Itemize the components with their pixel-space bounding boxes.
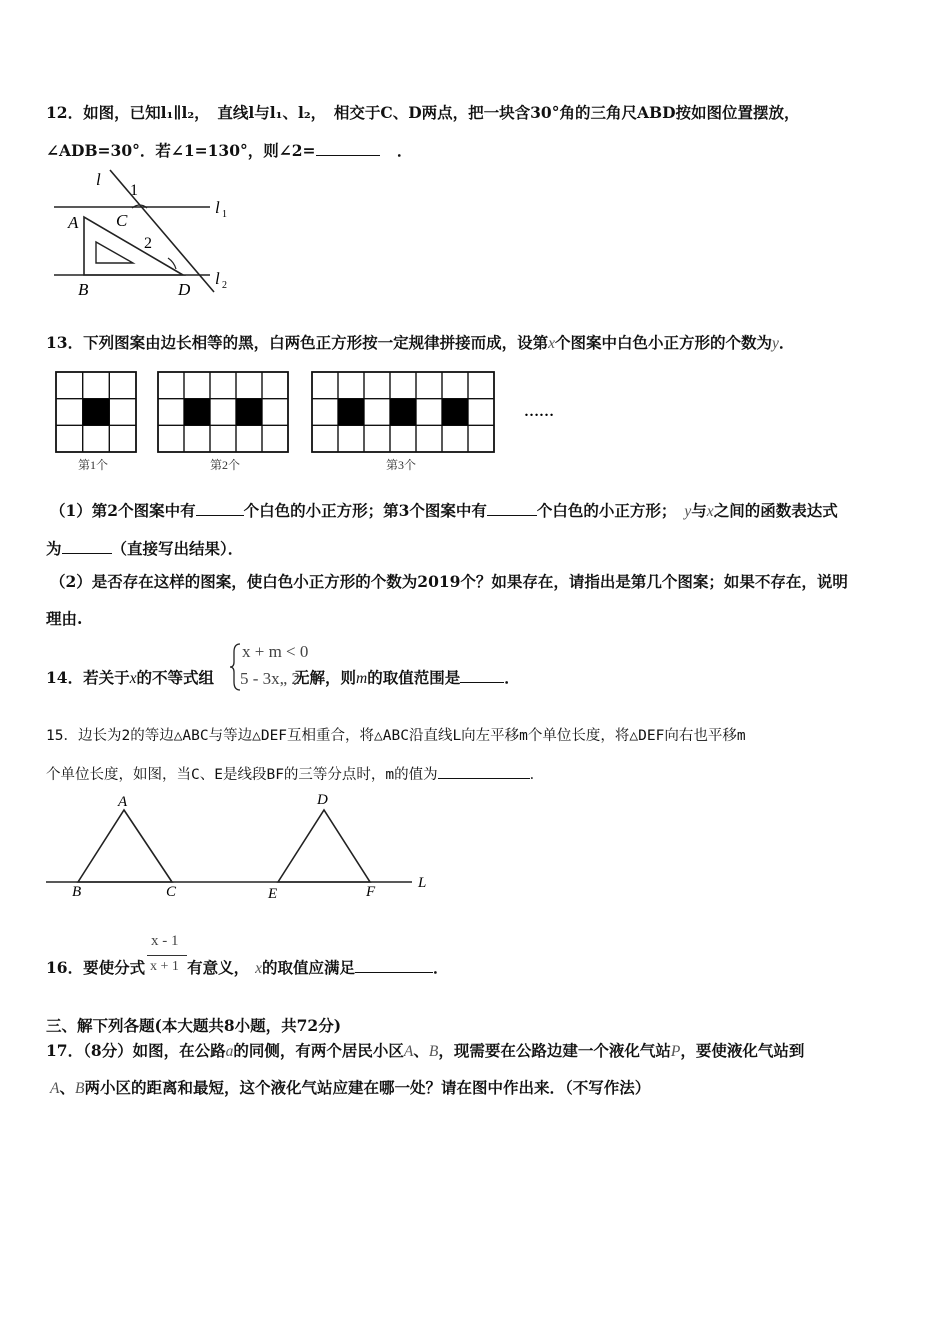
q16-text-b: 有意义， [187, 958, 250, 977]
q12-label-l2: l [215, 269, 220, 288]
q17-var-a: a [225, 1043, 234, 1060]
q15-label-f: F [366, 884, 376, 900]
q13-p1-text-a: （1）第2个图案中有 [50, 501, 196, 520]
q15-label-e: E [268, 886, 278, 902]
q12-label-2: 2 [144, 235, 152, 252]
q12-label-b: B [78, 280, 89, 299]
section3-title: 三、解下列各题(本大题共8小题，共72分) [46, 1016, 342, 1035]
q15-label-c: C [166, 884, 177, 900]
q13-p1-text-e: 之间的函数表达式 [713, 501, 838, 520]
q14-text-d: 的取值范围是 [367, 668, 461, 687]
q15-line1: 15．边长为2的等边△ABC与等边△DEF互相重合，将△ABC沿直线L向左平移m个单位长度，将△DEF向右也平移m [46, 728, 746, 744]
q15-line2-end: ． [529, 767, 545, 783]
q14-var-m: m [356, 670, 368, 687]
q17-var-B2: B [74, 1080, 85, 1097]
q12-line2-text: ∠ADB=30°．若∠1=130°，则∠2= [46, 141, 316, 160]
q17-text-a: 17．（8分）如图，在公路 [46, 1041, 226, 1060]
q13-p1-text-f: 为 [46, 539, 62, 558]
q13-p1-text-g: （直接写出结果）． [111, 539, 244, 558]
q13-blank-1[interactable] [196, 500, 244, 516]
q13-part1-line1 [50, 500, 838, 522]
q17-text-b: 的同侧，有两个居民小区 [233, 1041, 404, 1060]
q16-text-a: 16．要使分式 [46, 958, 146, 977]
q16-denominator: x + 1 [150, 959, 179, 974]
q17-text-e: ，要使液化气站到 [680, 1041, 805, 1060]
q12-label-l: l [96, 170, 101, 189]
q13-caption-2: 第2个 [210, 458, 241, 472]
q12-label-d: D [178, 280, 191, 299]
q12-line2 [46, 140, 412, 161]
q15-label-a: A [118, 794, 128, 810]
q16-text-c: 的取值应满足 [261, 958, 355, 977]
q14-text-b: 的不等式组 [136, 668, 214, 687]
q13-var-y: y [771, 335, 779, 352]
q13-caption-1: 第1个 [78, 458, 109, 472]
q16-fraction-bar [147, 955, 187, 956]
q17-line1 [46, 1041, 804, 1062]
q12-answer-blank[interactable] [316, 140, 380, 156]
q14-text-c: 无解，则 [293, 668, 356, 687]
q12-label-1: 1 [130, 182, 138, 199]
q12-label-l2-sub: 2 [222, 280, 227, 291]
q13-text-b: 个图案中白色小正方形的个数为 [554, 333, 772, 352]
q14-answer-blank[interactable] [460, 667, 504, 683]
q16-var-x: x [255, 960, 262, 977]
q13-p1-text-d: 与 [691, 501, 707, 520]
q15-label-d: D [317, 792, 328, 808]
q12-label-l1: l [215, 198, 220, 217]
q16-numerator: x - 1 [151, 933, 179, 949]
q13-part1-line2 [46, 538, 243, 559]
q13-part2-line1: （2）是否存在这样的图案，使白色小正方形的个数为2019个？如果存在，请指出是第几个图案；如果不存在，说明 [50, 572, 848, 591]
q13-figure [54, 370, 574, 480]
q12-line2-end: ． [396, 141, 413, 160]
q14-inequality-2: 5 - 3x„ 2 [240, 669, 300, 688]
q17-text-c: 、 [413, 1041, 429, 1060]
q15-label-b: B [72, 884, 82, 900]
q13-blank-2[interactable] [487, 500, 537, 516]
q14-var-x: x [129, 670, 137, 687]
q17-text-d: ，现需要在公路边建一个液化气站 [438, 1041, 671, 1060]
q17-var-A2: A [50, 1080, 60, 1097]
q13-var-x: x [548, 335, 555, 352]
q13-part2-line2: 理由. [46, 609, 83, 628]
q14-text-a: 14．若关于 [46, 668, 130, 687]
q12-label-l1-sub: 1 [222, 209, 227, 220]
q17-line2 [50, 1078, 650, 1099]
q13-text-a: 13．下列图案由边长相等的黑，白两色正方形按一定规律拼接而成，设第 [46, 333, 549, 352]
q17-text-f: 、 [59, 1078, 75, 1097]
q12-figure [48, 168, 248, 303]
q13-pattern-2 [158, 372, 288, 452]
q17-var-P: P [670, 1043, 681, 1060]
q13-text-c: ． [778, 333, 795, 352]
q13-blank-3[interactable] [62, 538, 112, 554]
q13-caption-3: 第3个 [386, 458, 417, 472]
q13-p1-text-b: 个白色的小正方形；第3个图案中有 [243, 501, 487, 520]
q15-answer-blank[interactable] [438, 763, 530, 779]
q13-line1 [46, 333, 794, 354]
q13-ellipsis: …… [524, 404, 554, 420]
q12-label-a: A [68, 213, 79, 232]
q17-text-g: 两小区的距离和最短，这个液化气站应建在哪一处？请在图中作出来．（不写作法） [84, 1078, 651, 1097]
q15-line2 [46, 763, 544, 785]
q15-figure [46, 790, 446, 905]
q12-label-c: C [116, 211, 128, 230]
q15-label-l: L [418, 875, 427, 891]
q17-var-B: B [428, 1043, 439, 1060]
q13-p1-var-x: x [706, 503, 714, 520]
q13-pattern-1 [56, 372, 136, 452]
q12-line1: 12．如图，已知l₁∥l₂， 直线l与l₁、l₂， 相交于C、D两点，把一块含30°角的三角尺ABD按如图位置摆放， [46, 103, 800, 122]
q16-line [46, 957, 449, 979]
q13-p1-var-y: y [684, 503, 692, 520]
q14-end: ． [504, 668, 520, 687]
q16-end: ． [433, 958, 449, 977]
q14-inequality-1: x + m < 0 [242, 642, 309, 661]
q16-answer-blank[interactable] [355, 957, 433, 973]
q13-pattern-3 [312, 372, 494, 452]
q17-var-A: A [403, 1043, 414, 1060]
q15-line2-text: 个单位长度，如图，当C、E是线段BF的三等分点时，m的值为 [46, 767, 438, 783]
q13-p1-text-c: 个白色的小正方形； [536, 501, 677, 520]
